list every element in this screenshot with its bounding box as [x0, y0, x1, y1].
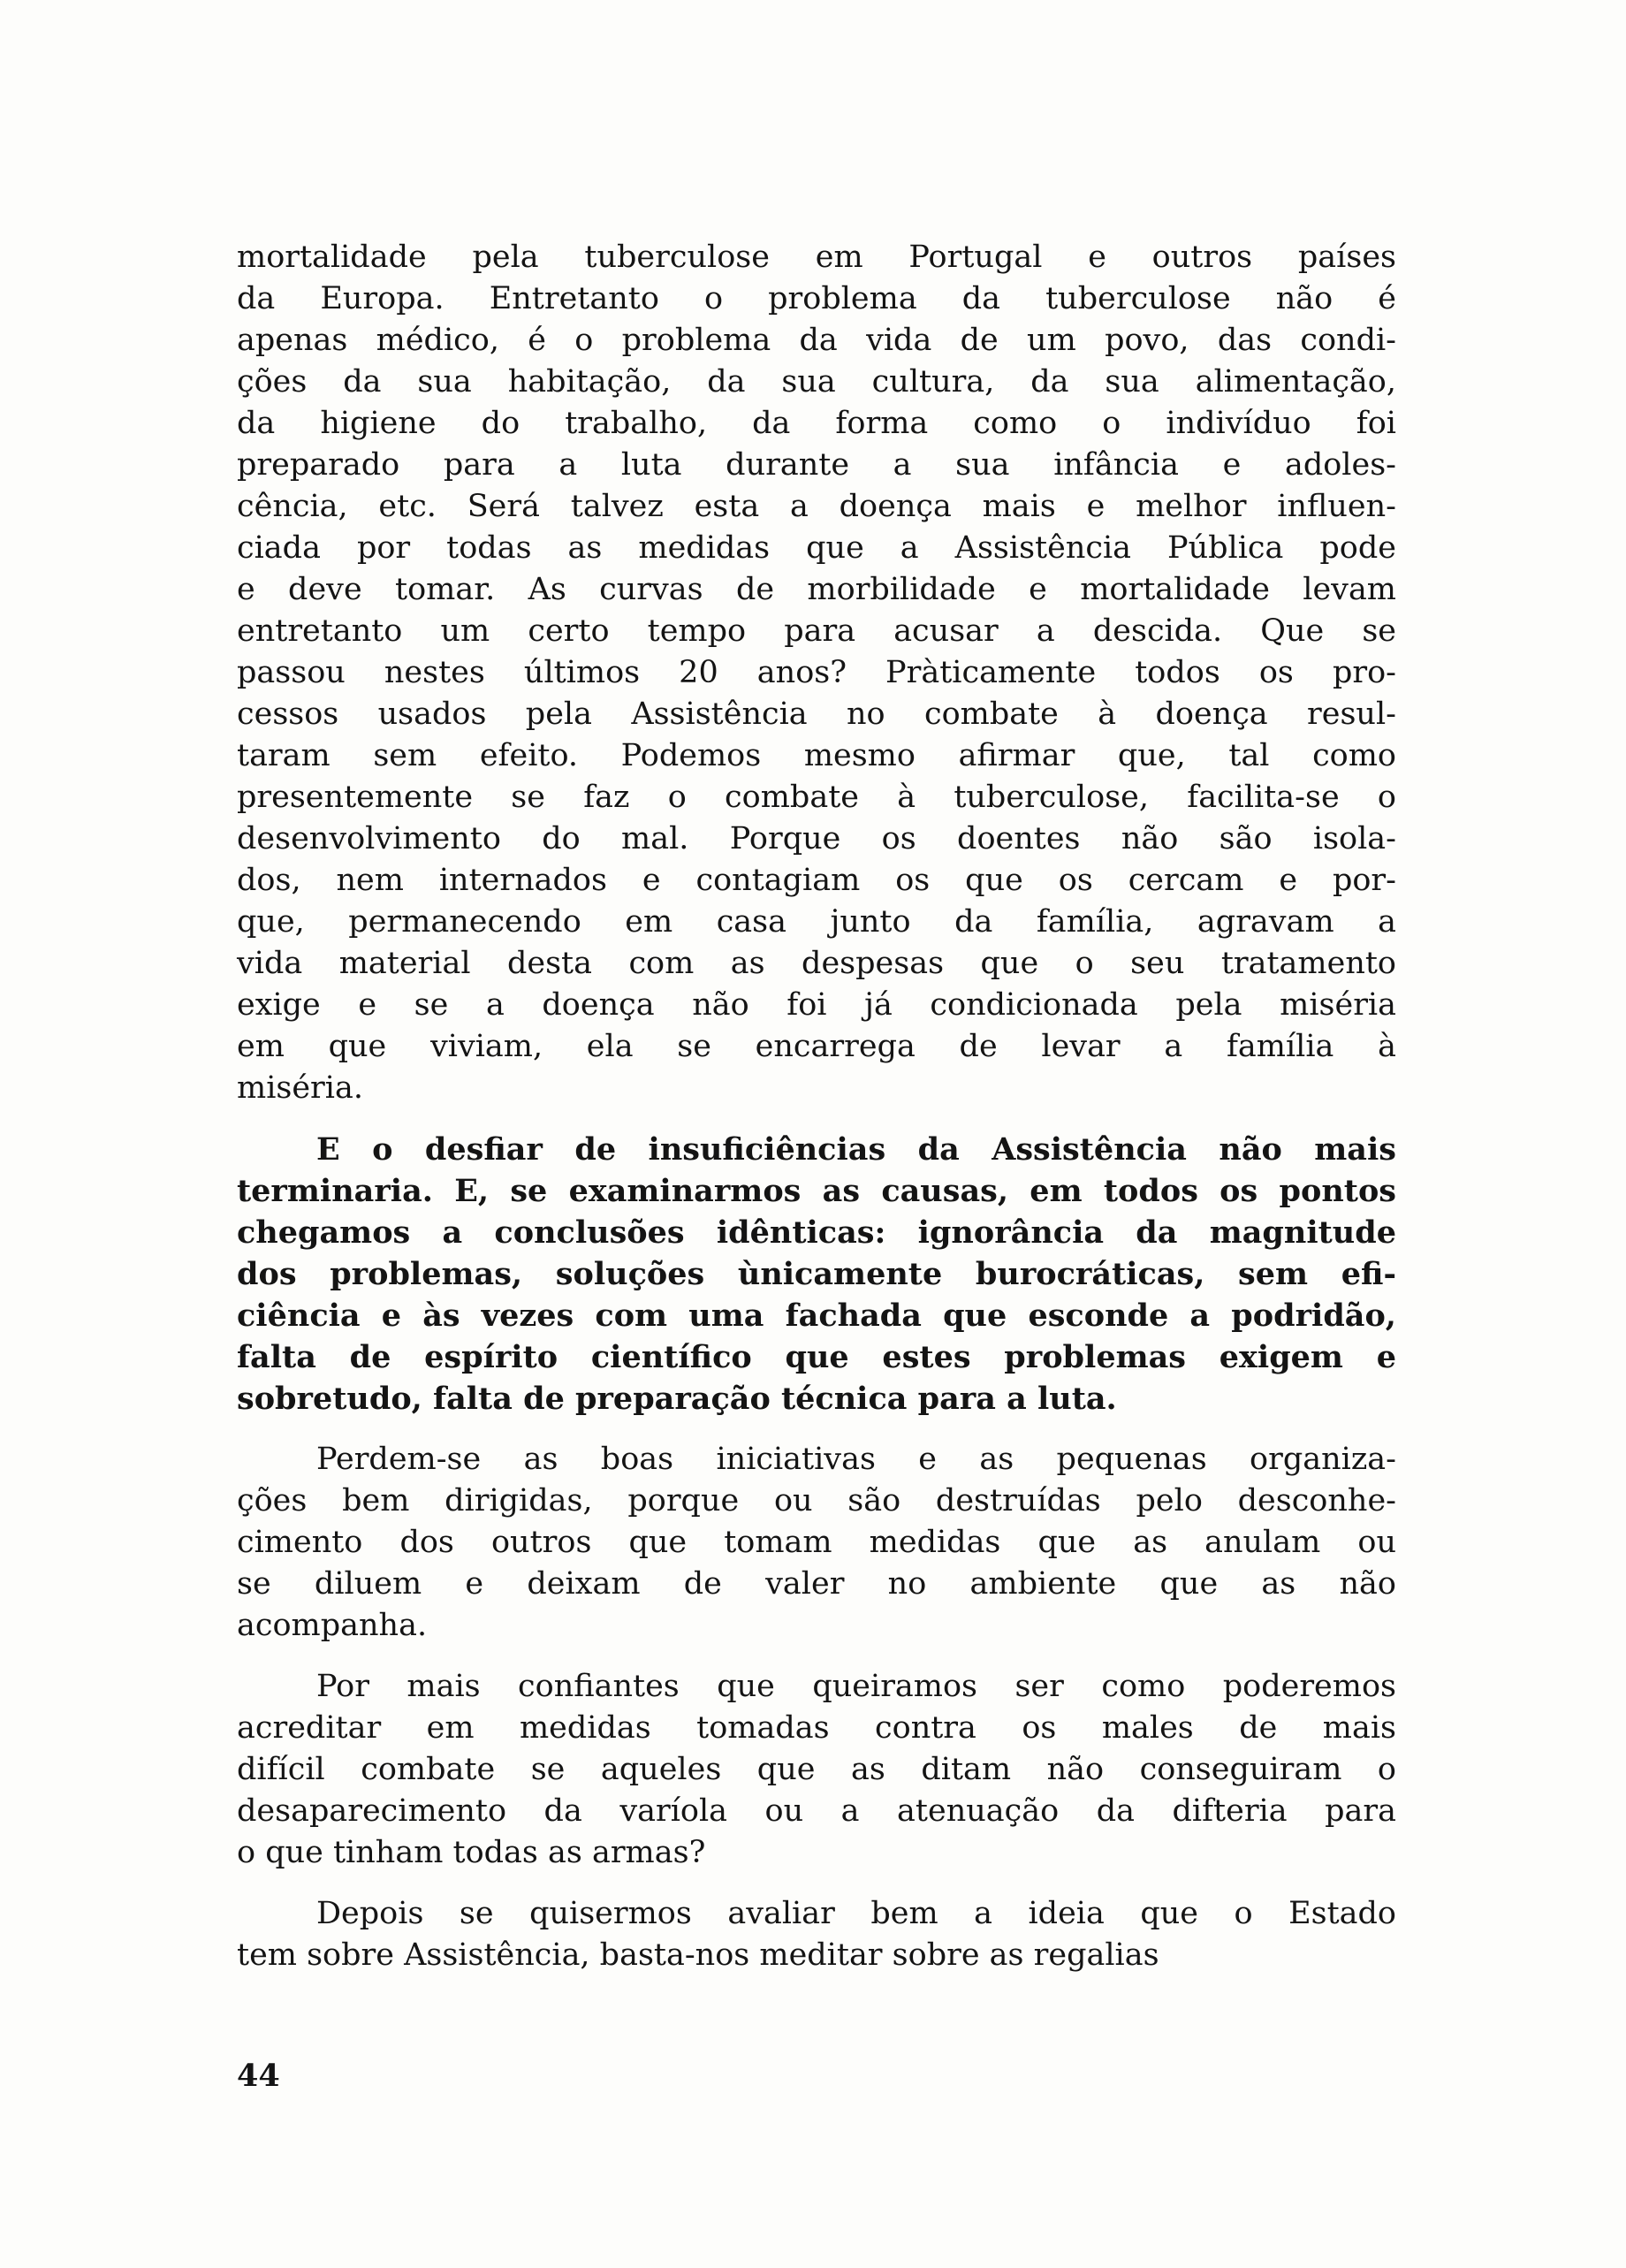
- text-line: chegamos a conclusões idênticas: ignorância da magnitude: [237, 1214, 1396, 1251]
- text-line: desenvolvimento do mal. Porque os doentes não são isola-: [237, 821, 1396, 856]
- paragraph: [237, 1129, 1396, 1419]
- text-line: ciada por todas as medidas que a Assistência Pública pode: [237, 530, 1396, 566]
- text-line: ciência e às vezes com uma fachada que esconde a podridão,: [237, 1298, 1396, 1334]
- text-line: cessos usados pela Assistência no combate à doença resul-: [237, 696, 1396, 732]
- text-line: Perdem-se as boas iniciativas e as pequenas organiza-: [316, 1442, 1396, 1477]
- text-line: acreditar em medidas tomadas contra os males de mais: [237, 1710, 1396, 1746]
- text-line: e deve tomar. As curvas de morbilidade e mortalidade levam: [237, 572, 1396, 607]
- text-line: Depois se quisermos avaliar bem a ideia que o Estado: [316, 1896, 1396, 1931]
- body-text: [237, 237, 1396, 1976]
- text-line: exige e se a doença não foi já condicionada pela miséria: [237, 987, 1396, 1023]
- text-line: difícil combate se aqueles que as ditam não conseguiram o: [237, 1752, 1396, 1787]
- text-line: falta de espírito científico que estes problemas exigem e: [237, 1339, 1396, 1375]
- text-line: tem sobre Assistência, basta-nos meditar sobre as regalias: [237, 1937, 1159, 1973]
- paragraph: [237, 1439, 1396, 1647]
- text-line: desaparecimento da varíola ou a atenuação da difteria para: [237, 1793, 1396, 1829]
- paragraph: [237, 1666, 1396, 1874]
- text-line: dos, nem internados e contagiam os que os cercam e por-: [237, 863, 1396, 898]
- text-line: entretanto um certo tempo para acusar a descida. Que se: [237, 613, 1396, 649]
- paragraph: [237, 1893, 1396, 1976]
- text-line: presentemente se faz o combate à tuberculose, facilita-se o: [237, 780, 1396, 815]
- text-line: acompanha.: [237, 1608, 428, 1643]
- text-line: terminaria. E, se examinarmos as causas, em todos os pontos: [237, 1173, 1396, 1209]
- text-line: E o desfiar de insuficiências da Assistência não mais: [316, 1131, 1396, 1168]
- text-line: ções bem dirigidas, porque ou são destruídas pelo desconhe-: [237, 1483, 1396, 1518]
- text-line: preparado para a luta durante a sua infância e adoles-: [237, 447, 1396, 483]
- text-line: vida material desta com as despesas que o seu tratamento: [237, 946, 1396, 981]
- text-line: ções da sua habitação, da sua cultura, da sua alimentação,: [237, 364, 1396, 400]
- text-line: miséria.: [237, 1070, 363, 1106]
- text-line: dos problemas, soluções ùnicamente burocráticas, sem efi-: [237, 1256, 1396, 1292]
- text-line: que, permanecendo em casa junto da família, agravam a: [237, 904, 1396, 940]
- paragraph: [237, 237, 1396, 1109]
- text-line: apenas médico, é o problema da vida de um povo, das condi-: [237, 323, 1396, 358]
- text-line: taram sem efeito. Podemos mesmo afirmar que, tal como: [237, 738, 1396, 773]
- text-line: em que viviam, ela se encarrega de levar a família à: [237, 1029, 1396, 1064]
- page-number: 44: [237, 2058, 280, 2094]
- text-line: cência, etc. Será talvez esta a doença mais e melhor influen-: [237, 489, 1396, 524]
- text-line: sobretudo, falta de preparação técnica para a luta.: [237, 1381, 1117, 1417]
- text-line: passou nestes últimos 20 anos? Pràticamente todos os pro-: [237, 655, 1396, 690]
- text-line: da Europa. Entretanto o problema da tuberculose não é: [237, 281, 1396, 316]
- text-line: o que tinham todas as armas?: [237, 1835, 706, 1870]
- text-line: cimento dos outros que tomam medidas que as anulam ou: [237, 1525, 1396, 1560]
- text-line: da higiene do trabalho, da forma como o indivíduo foi: [237, 406, 1396, 441]
- text-line: mortalidade pela tuberculose em Portugal e outros países: [237, 240, 1396, 275]
- text-line: se diluem e deixam de valer no ambiente que as não: [237, 1566, 1396, 1602]
- text-line: Por mais confiantes que queiramos ser como poderemos: [316, 1669, 1396, 1704]
